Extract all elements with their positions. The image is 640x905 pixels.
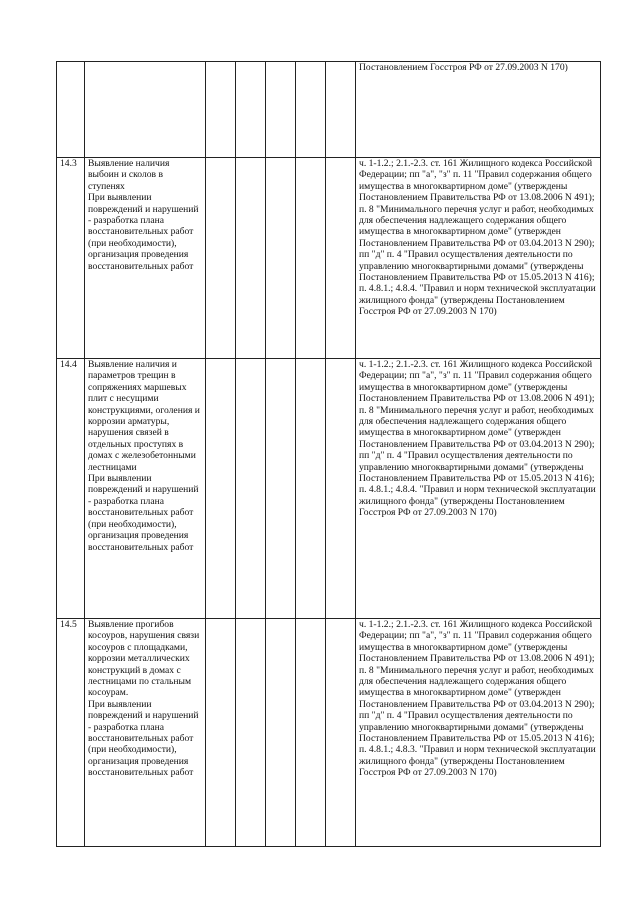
empty-cell <box>326 359 356 619</box>
empty-cell <box>206 158 236 359</box>
table-row <box>57 62 601 158</box>
empty-cell <box>236 158 266 359</box>
table-row <box>57 158 601 359</box>
empty-cell <box>296 359 326 619</box>
empty-cell <box>206 619 236 847</box>
empty-cell <box>266 158 296 359</box>
empty-cell <box>266 359 296 619</box>
empty-cell <box>236 359 266 619</box>
row-number-cell: 14.4 <box>57 359 85 619</box>
legal-basis-cell: ч. 1-1.2.; 2.1.-2.3. ст. 161 Жилищного кодекса Российской Федерации; пп "а", "з" п. 11 "Правил содержания общего имущества в многоквартирном доме" (утверждены Постановлением Правительства РФ от 13.08.2006 N 491); п. 8 "Минимального перечня услуг и работ, необходимых для обеспечения надлежащего содержания общего имущества в многоквартирном доме" (утвержден Постановлением Правительства РФ от 03.04.2013 N 290); пп "д" п. 4 "Правил осуществления деятельности по управлению многоквартирными домами" (утверждены Постановлением Правительства РФ от 15.05.2013 N 416); п. 4.8.1.; 4.8.4. "Правил и норм технической эксплуатации жилищного фонда" (утверждены Постановлением Госстроя РФ от 27.09.2003 N 170) <box>356 359 601 619</box>
empty-cell <box>296 158 326 359</box>
table-row <box>57 619 601 847</box>
table-row <box>57 359 601 619</box>
row-number-cell: 14.5 <box>57 619 85 847</box>
row-number-cell <box>57 62 85 158</box>
legal-basis-cell: ч. 1-1.2.; 2.1.-2.3. ст. 161 Жилищного кодекса Российской Федерации; пп "а", "з" п. 11 "Правил содержания общего имущества в многоквартирном доме" (утверждены Постановлением Правительства РФ от 13.08.2006 N 491); п. 8 "Минимального перечня услуг и работ, необходимых для обеспечения надлежащего содержания общего имущества в многоквартирном доме" (утвержден Постановлением Правительства РФ от 03.04.2013 N 290); пп "д" п. 4 "Правил осуществления деятельности по управлению многоквартирными домами" (утверждены Постановлением Правительства РФ от 15.05.2013 N 416); п. 4.8.1.; 4.8.3. "Правил и норм технической эксплуатации жилищного фонда" (утверждены Постановлением Госстроя РФ от 27.09.2003 N 170) <box>356 619 601 847</box>
regulation-table <box>56 61 601 847</box>
work-description-cell: Выявление наличия и параметров трещин в сопряжениях маршевых плит с несущими конструкциями, оголения и коррозии арматуры, нарушения связей в отдельных проступях в домах с железобетонными лестницами При выявлении повреждений и нарушений - разработка плана восстановительных работ (при необходимости), организация проведения восстановительных работ <box>85 359 206 619</box>
row-number-cell: 14.3 <box>57 158 85 359</box>
empty-cell <box>326 62 356 158</box>
empty-cell <box>206 62 236 158</box>
empty-cell <box>266 62 296 158</box>
work-description-cell: Выявление прогибов косоуров, нарушения связи косоуров с площадками, коррозии металлических конструкций в домах с лестницами по стальным косоурам. При выявлении повреждений и нарушений - разработка плана восстановительных работ (при необходимости), организация проведения восстановительных работ <box>85 619 206 847</box>
empty-cell <box>296 62 326 158</box>
empty-cell <box>326 619 356 847</box>
work-description-cell <box>85 62 206 158</box>
empty-cell <box>296 619 326 847</box>
legal-basis-cell: ч. 1-1.2.; 2.1.-2.3. ст. 161 Жилищного кодекса Российской Федерации; пп "а", "з" п. 11 "Правил содержания общего имущества в многоквартирном доме" (утверждены Постановлением Правительства РФ от 13.08.2006 N 491); п. 8 "Минимального перечня услуг и работ, необходимых для обеспечения надлежащего содержания общего имущества в многоквартирном доме" (утвержден Постановлением Правительства РФ от 03.04.2013 N 290); пп "д" п. 4 "Правил осуществления деятельности по управлению многоквартирными домами" (утверждены Постановлением Правительства РФ от 15.05.2013 N 416); п. 4.8.1.; 4.8.4. "Правил и норм технической эксплуатации жилищного фонда" (утверждены Постановлением Госстроя РФ от 27.09.2003 N 170) <box>356 158 601 359</box>
empty-cell <box>326 158 356 359</box>
legal-basis-cell: Постановлением Госстроя РФ от 27.09.2003 N 170) <box>356 62 601 158</box>
empty-cell <box>266 619 296 847</box>
work-description-cell: Выявление наличия выбоин и сколов в ступенях При выявлении повреждений и нарушений - разработка плана восстановительных работ (при необходимости), организация проведения восстановительных работ <box>85 158 206 359</box>
empty-cell <box>236 619 266 847</box>
empty-cell <box>236 62 266 158</box>
empty-cell <box>206 359 236 619</box>
